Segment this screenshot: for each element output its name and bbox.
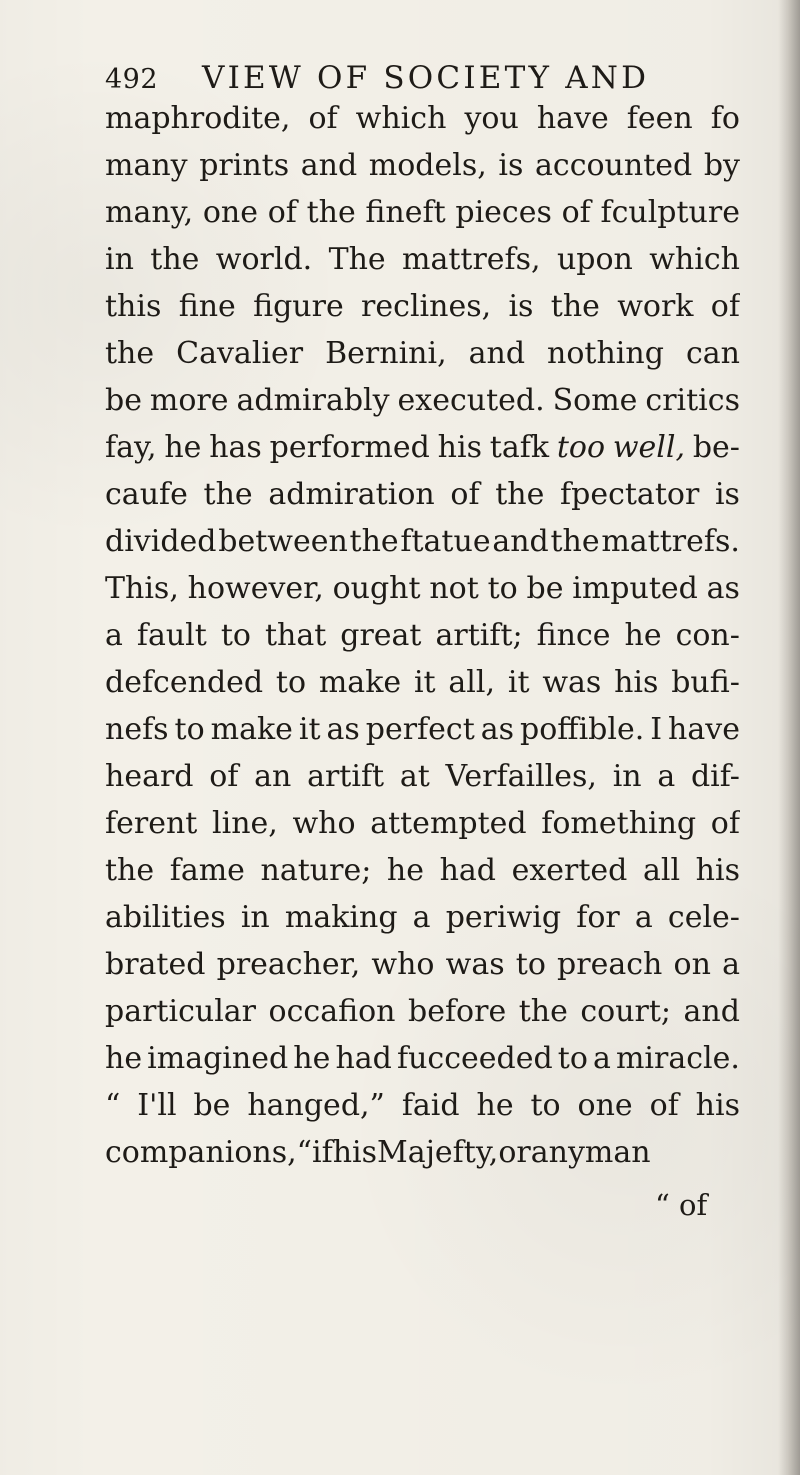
text-line-20: particular occafion before the court; and [105,994,740,1029]
text-line-19: brated preacher, who was to preach on a [105,947,740,982]
text-line-1: maphrodite, of which you have feen fo [105,101,740,136]
text-line-8: fay, he has performed his tafk too well, be- [105,430,740,465]
text-line-7: be more admirably executed. Some critics [105,383,740,418]
text-line-11: This, however, ought not to be imputed as [105,571,740,606]
text-line-15: heard of an artift at Verfailles, in a dif- [105,759,740,794]
page-edge-shadow [778,0,800,1475]
text-line-13: defcended to make it all, it was his bufi- [105,665,740,700]
text-line-4: in the world. The mattrefs, upon which [105,242,740,277]
running-head: VIEW OF SOCIETY AND [202,60,650,96]
page-header [105,60,705,100]
catchword: “ of [655,1188,708,1222]
text-line-2: many prints and models, is accounted by [105,148,740,183]
text-line-16: ferent line, who attempted fomething of [105,806,740,841]
text-line-14: nefs to make it as perfect as poffible. I have [105,712,740,747]
text-line-9: caufe the admiration of the fpectator is [105,477,740,512]
page-number: 492 [105,64,159,95]
text-line-22: “ I'll be hanged,” faid he to one of his [105,1088,740,1123]
text-line-3: many, one of the fineft pieces of fculpture [105,195,740,230]
text-line-12: a fault to that great artift; fince he con- [105,618,740,653]
text-line-10: divided between the ftatue and the mattrefs. [105,524,740,559]
text-line-6: the Cavalier Bernini, and nothing can [105,336,740,371]
text-line-17: the fame nature; he had exerted all his [105,853,740,888]
text-line-5: this fine figure reclines, is the work of [105,289,740,324]
text-line-21: he imagined he had fucceeded to a miracle. [105,1041,740,1076]
text-line-23: companions, “ if his Majefty, or any man [105,1135,651,1170]
text-line-18: abilities in making a periwig for a cele- [105,900,740,935]
